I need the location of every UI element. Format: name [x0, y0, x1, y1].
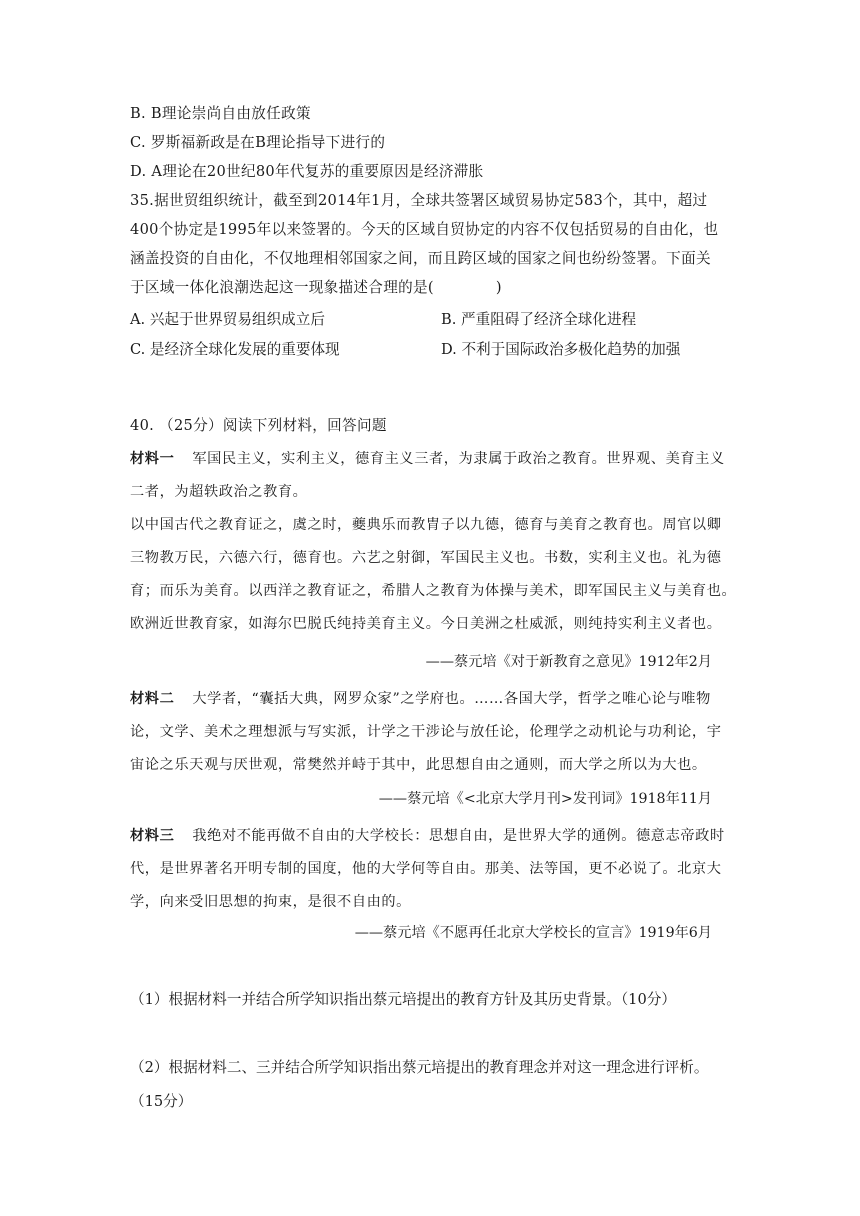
material-2-source: ——蔡元培《<北京大学月刊>发刊词》1918年11月 — [378, 791, 712, 807]
material-3-label: 材料三 — [130, 828, 175, 844]
material-1-line-5: 育；而乐为美育。以西洋之教育证之，希腊人之教育为体操与美术，即军国民主义与美育也。 — [130, 583, 737, 599]
material-1-line-3: 以中国古代之教育证之，虞之时，夔典乐而教胄子以九德，德育与美育之教育也。周官以卿 — [130, 517, 722, 533]
sub-question-2: （2）根据材料二、三并结合所学知识指出蔡元培提出的教育理念并对这一理念进行评析。 — [130, 1059, 709, 1076]
material-3-line-1 — [130, 826, 725, 846]
q34-option-d: D. A理论在20世纪80年代复苏的重要原因是经济滞胀 — [130, 163, 484, 180]
q35-stem-line-2: 400个协定是1995年以来签署的。今天的区域自贸协定的内容不仅包括贸易的自由化，也 — [130, 221, 719, 238]
material-1-source: ——蔡元培《对于新教育之意见》1912年2月 — [425, 654, 712, 670]
q34-option-c: C. 罗斯福新政是在B理论指导下进行的 — [130, 134, 386, 151]
material-1-line-6: 欧洲近世教育家，如海尔巴脱氏纯持美育主义。今日美洲之杜威派，则纯持实利主义者也。 — [130, 616, 722, 632]
q35-stem-text: 于区域一体化浪潮迭起这一现象描述合理的是( — [130, 279, 434, 296]
material-1-line-1 — [130, 449, 725, 469]
material-3-source: ——蔡元培《不愿再任北京大学校长的宣言》1919年6月 — [354, 925, 712, 941]
sub-question-1: （1）根据材料一并结合所学知识指出蔡元培提出的教育方针及其历史背景。（10分） — [130, 991, 676, 1008]
q35-stem-line-3: 涵盖投资的自由化，不仅地理相邻国家之间，而且跨区域的国家之间也纷纷签署。下面关 — [130, 250, 711, 267]
material-1-text: 军国民主义，实利主义，德育主义三者，为隶属于政治之教育。世界观、美育主义 — [192, 451, 725, 467]
material-3-text: 我绝对不能再做不自由的大学校长：思想自由，是世界大学的通例。德意志帝政时 — [192, 828, 725, 844]
material-2-label: 材料二 — [130, 691, 175, 707]
material-2-line-3: 宙论之乐天观与厌世观，常樊然并峙于其中，此思想自由之通则，而大学之所以为大也。 — [130, 757, 707, 773]
material-1-label: 材料一 — [130, 451, 175, 467]
q35-option-d: D. 不利于国际政治多极化趋势的加强 — [441, 341, 681, 358]
q35-stem-line-1: 35.据世贸组织统计，截至到2014年1月，全球共签署区域贸易协定583个，其中，超过 — [130, 192, 708, 209]
q35-stem-line-4 — [130, 278, 502, 298]
q35-bracket-close: ) — [495, 279, 502, 296]
material-3-line-2: 代，是世界著名开明专制的国度，他的大学何等自由。那美、法等国，更不必说了。北京大 — [130, 861, 722, 877]
q35-option-a: A. 兴起于世界贸易组织成立后 — [130, 311, 325, 328]
q35-option-c: C. 是经济全球化发展的重要体现 — [130, 341, 340, 358]
material-3-line-3: 学，向来受旧思想的拘束，是很不自由的。 — [130, 894, 411, 910]
sub-question-2-points: （15分） — [130, 1093, 193, 1110]
q34-option-b: B. B理论崇尚自由放任政策 — [130, 105, 311, 122]
material-2-line-1 — [130, 689, 711, 709]
material-1-line-4: 三物教万民，六德六行，德育也。六艺之射御，军国民主义也。书数，实利主义也。礼为德 — [130, 550, 722, 566]
q40-header: 40. （25分）阅读下列材料，回答问题 — [130, 417, 387, 434]
material-2-text: 大学者，“囊括大典，网罗众家”之学府也。……各国大学，哲学之唯心论与唯物 — [192, 691, 711, 707]
material-2-line-2: 论，文学、美术之理想派与写实派，计学之干涉论与放任论，伦理学之动机论与功利论，宇 — [130, 724, 722, 740]
q35-option-b: B. 严重阻碍了经济全球化进程 — [441, 311, 637, 328]
material-1-line-2: 二者，为超轶政治之教育。 — [130, 484, 308, 500]
